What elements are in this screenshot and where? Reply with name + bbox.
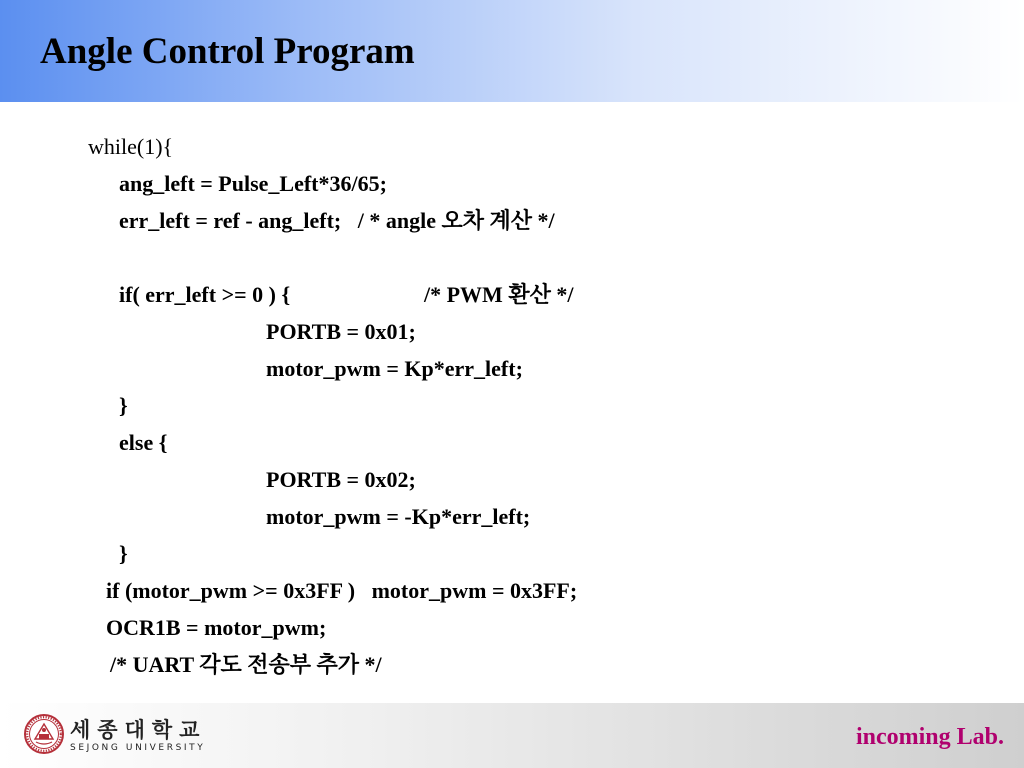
- code-line: /* UART 각도 전송부 추가 */: [110, 652, 382, 677]
- university-name-english: SEJONG UNIVERSITY: [70, 743, 206, 753]
- page-title: Angle Control Program: [40, 31, 415, 72]
- code-line: }: [119, 393, 128, 418]
- code-line: motor_pwm = -Kp*err_left;: [266, 504, 531, 529]
- code-line: PORTB = 0x02;: [266, 467, 416, 492]
- code-line: err_left = ref - ang_left; / * angle 오차 계산 */: [119, 208, 555, 233]
- lab-name: incoming Lab.: [855, 724, 1004, 750]
- university-seal-icon: [24, 714, 64, 754]
- university-name-korean: 세종대학교: [70, 718, 207, 742]
- university-logo: [24, 714, 207, 758]
- code-line: ang_left = Pulse_Left*36/65;: [119, 171, 387, 196]
- code-line: while(1){: [88, 134, 174, 159]
- code-line: if (motor_pwm >= 0x3FF ) motor_pwm = 0x3FF;: [106, 578, 578, 603]
- code-line: OCR1B = motor_pwm;: [106, 615, 327, 640]
- code-line: if( err_left >= 0 ) {: [119, 282, 291, 307]
- code-line: }: [119, 541, 128, 566]
- code-line: else {: [119, 430, 168, 455]
- code-line: PORTB = 0x01;: [266, 319, 416, 344]
- code-comment: /* PWM 환산 */: [424, 282, 574, 307]
- code-line: motor_pwm = Kp*err_left;: [266, 356, 523, 381]
